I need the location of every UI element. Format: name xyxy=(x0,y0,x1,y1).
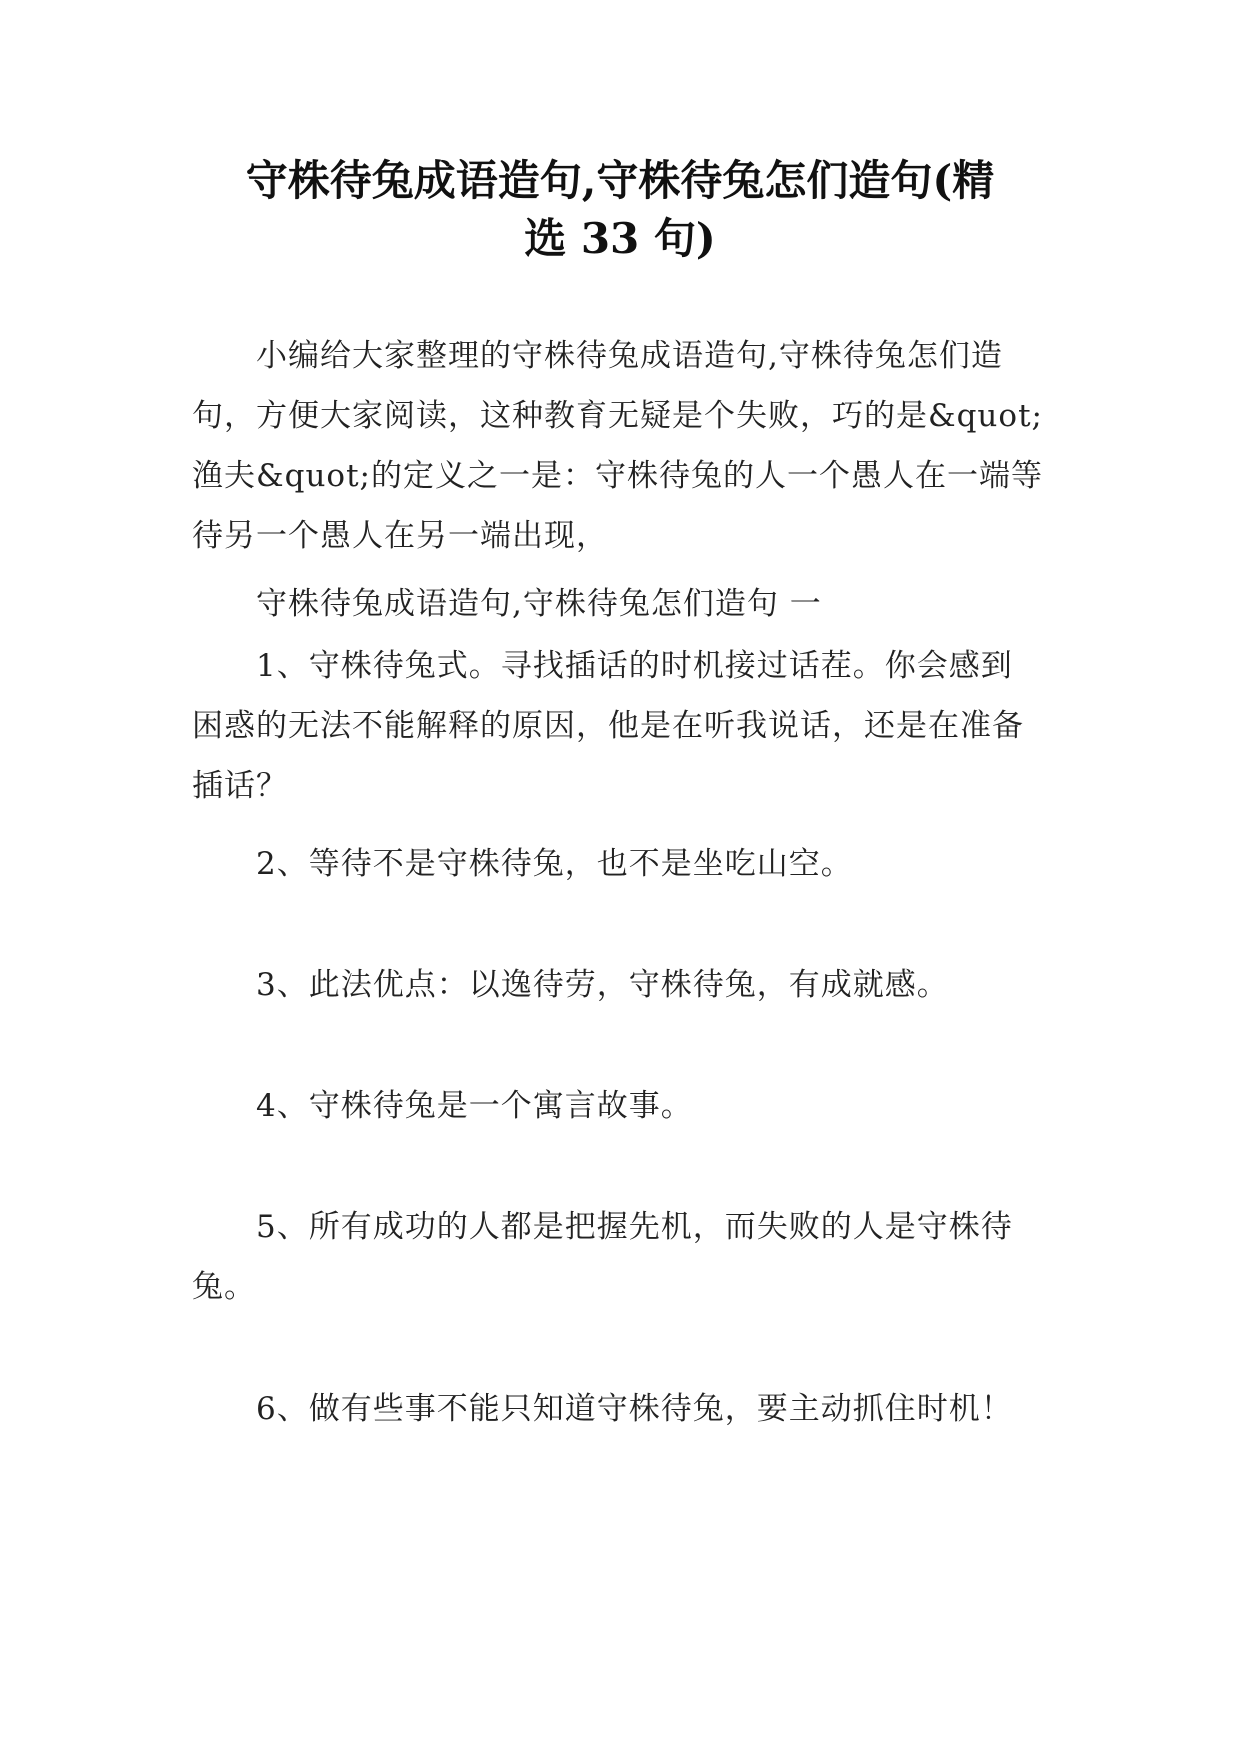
title-line-2: 选 33 句) xyxy=(524,214,716,263)
sentence-line: 5、所有成功的人都是把握先机，而失败的人是守株待 xyxy=(256,1209,1013,1245)
sentence-line: 困惑的无法不能解释的原因，他是在听我说话，还是在准备 xyxy=(192,708,1024,744)
intro-line: 句，方便大家阅读，这种教育无疑是个失败，巧的是&quot; xyxy=(192,398,1043,434)
sentence-line: 兔。 xyxy=(192,1269,256,1305)
sentence-line: 插话？ xyxy=(192,768,288,804)
sentence-line: 3、此法优点：以逸待劳，守株待兔，有成就感。 xyxy=(256,967,949,1003)
sentence-line: 2、等待不是守株待兔，也不是坐吃山空。 xyxy=(256,846,853,882)
sentence-2 xyxy=(192,834,1052,894)
document-title xyxy=(150,152,1090,268)
intro-line: 渔夫&quot;的定义之一是：守株待兔的人一个愚人在一端等 xyxy=(192,458,1043,494)
intro-line: 待另一个愚人在另一端出现， xyxy=(192,518,608,554)
sentence-6 xyxy=(192,1379,1052,1439)
sentence-1 xyxy=(192,636,1052,816)
title-line-1: 守株待兔成语造句,守株待兔怎们造句(精 xyxy=(245,156,995,205)
sentence-3 xyxy=(192,955,1052,1015)
sentence-4 xyxy=(192,1076,1052,1136)
sentence-line: 4、守株待兔是一个寓言故事。 xyxy=(256,1088,693,1124)
section-heading-text: 守株待兔成语造句,守株待兔怎们造句 一 xyxy=(256,586,822,622)
intro-line: 小编给大家整理的守株待兔成语造句,守株待兔怎们造 xyxy=(256,338,1003,374)
intro-paragraph xyxy=(192,326,1052,566)
sentence-line: 1、守株待兔式。寻找插话的时机接过话茬。你会感到 xyxy=(256,648,1013,684)
section-heading xyxy=(192,574,1052,634)
sentence-line: 6、做有些事不能只知道守株待兔，要主动抓住时机！ xyxy=(256,1391,1013,1427)
sentence-5 xyxy=(192,1197,1052,1317)
